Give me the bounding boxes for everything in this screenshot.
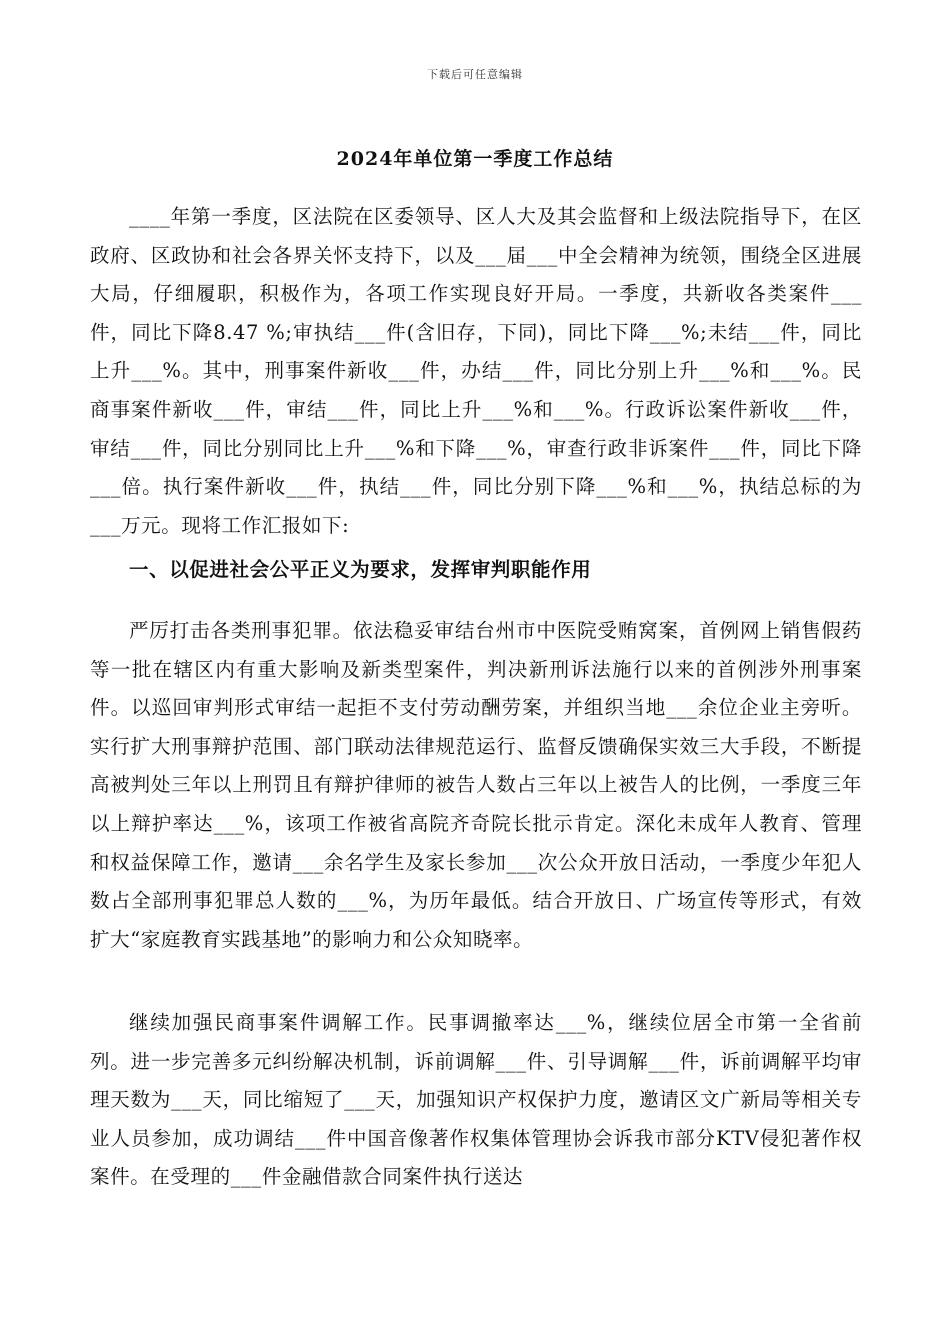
criminal-cases-paragraph: 严厉打击各类刑事犯罪。依法稳妥审结台州市中医院受贿窝案，首例网上销售假药等一批在辖区内有重大影响及新类型案件，判决新刑诉法施行以来的首例涉外刑事案件。以巡回审判形式审结一起拒不支付劳动酬劳案，并组织当地___余位企业主旁听。实行扩大刑事辩护范围、部门联动法律规范运行、监督反馈确保实效三大手段，不断提高被判处三年以上刑罚且有辩护律师的被告人数占三年以上被告人的比例，一季度三年以上辩护率达___%，该项工作被省高院齐奇院长批示肯定。深化未成年人教育、管理和权益保障工作，邀请___余名学生及家长参加___次公众开放日活动，一季度少年犯人数占全部刑事犯罪总人数的___%，为历年最低。结合开放日、广场宣传等形式，有效扩大“家庭教育实践基地”的影响力和公众知晓率。	[90, 619, 862, 951]
intro-paragraph: ____年第一季度，区法院在区委领导、区人大及其会监督和上级法院指导下，在区政府、区政协和社会各界关怀支持下，以及___届___中全会精神为统领，围绕全区进展大局，仔细履职，积极作为，各项工作实现良好开局。一季度，共新收各类案件___件，同比下降8.47 %;审执结___件(含旧存，下同)，同比下降___%;未结___件，同比上升___%。其中，刑事案件新收___件，办结___件，同比分别上升___%和___%。民商事案件新收___件，审结___件，同比上升___%和___%。行政诉讼案件新收___件，审结___件，同比分别同比上升___%和下降___%，审查行政非诉案件___件，同比下降___倍。执行案件新收___件，执结___件，同比分别下降___%和___%，执结总标的为___万元。现将工作汇报如下:	[90, 205, 862, 537]
page-title: 2024年单位第一季度工作总结	[336, 148, 614, 170]
section-heading: 一、以促进社会公平正义为要求，发挥审判职能作用	[129, 558, 592, 581]
civil-cases-paragraph: 继续加强民商事案件调解工作。民事调撤率达___%，继续位居全市第一全省前列。进一步完善多元纠纷解决机制，诉前调解___件、引导调解___件，诉前调解平均审理天数为___天，同比缩短了___天，加强知识产权保护力度，邀请区文广新局等相关专业人员参加，成功调结___件中国音像著作权集体管理协会诉我市部分KTV侵犯著作权案件。在受理的___件金融借款合同案件执行送达	[90, 1011, 862, 1189]
header-note: 下载后可任意编辑	[427, 68, 523, 81]
